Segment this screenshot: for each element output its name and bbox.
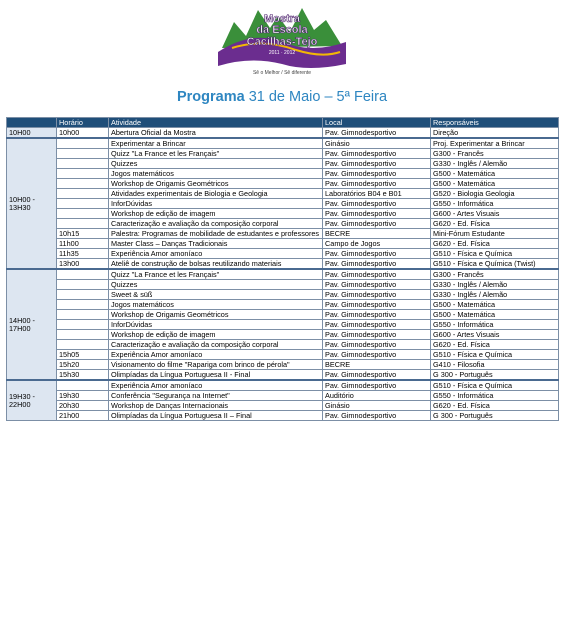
time-cell bbox=[57, 219, 109, 229]
time-cell bbox=[57, 179, 109, 189]
place-cell: Pav. Gimnodesportivo bbox=[323, 259, 431, 270]
place-cell: Pav. Gimnodesportivo bbox=[323, 219, 431, 229]
time-cell bbox=[57, 149, 109, 159]
title-bold: Programa bbox=[176, 89, 245, 105]
time-slot-cell: 10H00 - 13H30 bbox=[7, 138, 57, 269]
responsible-cell: G500 - Matemática bbox=[431, 169, 559, 179]
activity-cell: Quizzes bbox=[109, 280, 323, 290]
place-cell: Pav. Gimnodesportivo bbox=[323, 310, 431, 320]
header-activity: Atividade bbox=[109, 118, 323, 128]
schedule-body bbox=[7, 128, 559, 421]
activity-cell: Abertura Oficial da Mostra bbox=[109, 128, 323, 139]
time-cell: 15h20 bbox=[57, 360, 109, 370]
activity-cell: Experiência Amor amoníaco bbox=[109, 249, 323, 259]
activity-cell: Workshop de edição de imagem bbox=[109, 330, 323, 340]
responsible-cell: G330 - Inglês / Alemão bbox=[431, 290, 559, 300]
place-cell: Ginásio bbox=[323, 401, 431, 411]
schedule-table bbox=[6, 117, 559, 421]
page-title bbox=[0, 89, 564, 105]
responsible-cell: Mini-Fórum Estudante bbox=[431, 229, 559, 239]
activity-cell: Ateliê de construção de bolsas reutilizando materiais bbox=[109, 259, 323, 270]
time-cell bbox=[57, 138, 109, 149]
table-row bbox=[7, 370, 559, 381]
responsible-cell: G600 - Artes Visuais bbox=[431, 330, 559, 340]
table-row bbox=[7, 401, 559, 411]
responsible-cell: G 300 - Português bbox=[431, 370, 559, 381]
header-responsible: Responsáveis bbox=[431, 118, 559, 128]
responsible-cell: G300 - Francês bbox=[431, 269, 559, 280]
table-row bbox=[7, 350, 559, 360]
responsible-cell: G500 - Matemática bbox=[431, 179, 559, 189]
place-cell: Pav. Gimnodesportivo bbox=[323, 290, 431, 300]
activity-cell: Atividades experimentais de Biologia e Geologia bbox=[109, 189, 323, 199]
place-cell: Pav. Gimnodesportivo bbox=[323, 320, 431, 330]
place-cell: Pav. Gimnodesportivo bbox=[323, 380, 431, 391]
place-cell: Auditório bbox=[323, 391, 431, 401]
place-cell: Pav. Gimnodesportivo bbox=[323, 209, 431, 219]
activity-cell: Workshop de Danças Internacionais bbox=[109, 401, 323, 411]
time-cell bbox=[57, 269, 109, 280]
time-cell bbox=[57, 280, 109, 290]
responsible-cell: G330 - Inglês / Alemão bbox=[431, 159, 559, 169]
responsible-cell: G510 - Física e Química bbox=[431, 380, 559, 391]
activity-cell: InforDúvidas bbox=[109, 199, 323, 209]
time-slot-cell: 14H00 - 17H00 bbox=[7, 269, 57, 380]
table-row bbox=[7, 128, 559, 139]
place-cell: Pav. Gimnodesportivo bbox=[323, 300, 431, 310]
responsible-cell: G620 - Ed. Física bbox=[431, 239, 559, 249]
header-slot bbox=[7, 118, 57, 128]
time-cell: 19h30 bbox=[57, 391, 109, 401]
logo-line3: Cacilhas-Tejo bbox=[246, 36, 318, 48]
responsible-cell: G520 - Biologia Geologia bbox=[431, 189, 559, 199]
time-cell: 11h35 bbox=[57, 249, 109, 259]
activity-cell: Jogos matemáticos bbox=[109, 300, 323, 310]
time-cell bbox=[57, 189, 109, 199]
activity-cell: Workshop de edição de imagem bbox=[109, 209, 323, 219]
table-row bbox=[7, 290, 559, 300]
table-row bbox=[7, 189, 559, 199]
table-row bbox=[7, 169, 559, 179]
table-row bbox=[7, 269, 559, 280]
responsible-cell: G410 - Filosofia bbox=[431, 360, 559, 370]
header-place: Local bbox=[323, 118, 431, 128]
time-cell: 20h30 bbox=[57, 401, 109, 411]
table-row bbox=[7, 219, 559, 229]
place-cell: Pav. Gimnodesportivo bbox=[323, 169, 431, 179]
responsible-cell: Direção bbox=[431, 128, 559, 139]
table-row bbox=[7, 310, 559, 320]
header-time: Horário bbox=[57, 118, 109, 128]
table-row bbox=[7, 209, 559, 219]
table-row bbox=[7, 199, 559, 209]
activity-cell: Jogos matemáticos bbox=[109, 169, 323, 179]
place-cell: Pav. Gimnodesportivo bbox=[323, 280, 431, 290]
title-date: 31 de Maio – 5ª Feira bbox=[248, 89, 388, 105]
table-header-row bbox=[7, 118, 559, 128]
activity-cell: Experiência Amor amoníaco bbox=[109, 350, 323, 360]
activity-cell: Conferência "Segurança na Internet" bbox=[109, 391, 323, 401]
time-cell bbox=[57, 380, 109, 391]
responsible-cell: G600 - Artes Visuais bbox=[431, 209, 559, 219]
time-cell bbox=[57, 169, 109, 179]
table-row bbox=[7, 320, 559, 330]
activity-cell: Caracterização e avaliação da composição corporal bbox=[109, 340, 323, 350]
table-row bbox=[7, 330, 559, 340]
responsible-cell: Proj. Experimentar a Brincar bbox=[431, 138, 559, 149]
place-cell: Pav. Gimnodesportivo bbox=[323, 350, 431, 360]
activity-cell: Workshop de Origamis Geométricos bbox=[109, 179, 323, 189]
time-cell bbox=[57, 320, 109, 330]
responsible-cell: G510 - Física e Química (Twist) bbox=[431, 259, 559, 270]
responsible-cell: G510 - Física e Química bbox=[431, 350, 559, 360]
time-cell bbox=[57, 159, 109, 169]
time-cell bbox=[57, 290, 109, 300]
mostra-logo bbox=[212, 2, 352, 76]
place-cell: Pav. Gimnodesportivo bbox=[323, 249, 431, 259]
responsible-cell: G300 - Francês bbox=[431, 149, 559, 159]
time-cell: 10h00 bbox=[57, 128, 109, 139]
place-cell: Campo de Jogos bbox=[323, 239, 431, 249]
time-cell bbox=[57, 199, 109, 209]
table-row bbox=[7, 138, 559, 149]
responsible-cell: G330 - Inglês / Alemão bbox=[431, 280, 559, 290]
responsible-cell: G550 - Informática bbox=[431, 391, 559, 401]
table-row bbox=[7, 259, 559, 270]
place-cell: Pav. Gimnodesportivo bbox=[323, 330, 431, 340]
place-cell: Pav. Gimnodesportivo bbox=[323, 149, 431, 159]
activity-cell: InforDúvidas bbox=[109, 320, 323, 330]
time-cell bbox=[57, 330, 109, 340]
logo-line2: da Escola bbox=[256, 24, 308, 36]
logo-line1: Mostra bbox=[263, 13, 301, 25]
logo-years: 2011 · 2012 bbox=[268, 50, 296, 56]
place-cell: BECRE bbox=[323, 360, 431, 370]
time-slot-cell: 19H30 - 22H00 bbox=[7, 380, 57, 421]
table-row bbox=[7, 239, 559, 249]
time-cell bbox=[57, 209, 109, 219]
activity-cell: Caracterização e avaliação da composição corporal bbox=[109, 219, 323, 229]
table-row bbox=[7, 159, 559, 169]
place-cell: Pav. Gimnodesportivo bbox=[323, 128, 431, 139]
time-cell bbox=[57, 310, 109, 320]
table-row bbox=[7, 391, 559, 401]
place-cell: Laboratórios B04 e B01 bbox=[323, 189, 431, 199]
place-cell: BECRE bbox=[323, 229, 431, 239]
table-row bbox=[7, 280, 559, 290]
place-cell: Pav. Gimnodesportivo bbox=[323, 199, 431, 209]
logo-tagline: Sê o Melhor / Sê diferente bbox=[252, 70, 312, 76]
responsible-cell: G620 - Ed. Física bbox=[431, 340, 559, 350]
place-cell: Pav. Gimnodesportivo bbox=[323, 340, 431, 350]
activity-cell: Master Class – Danças Tradicionais bbox=[109, 239, 323, 249]
activity-cell: Quizzes bbox=[109, 159, 323, 169]
place-cell: Pav. Gimnodesportivo bbox=[323, 179, 431, 189]
table-row bbox=[7, 360, 559, 370]
table-row bbox=[7, 411, 559, 421]
activity-cell: Experimentar a Brincar bbox=[109, 138, 323, 149]
responsible-cell: G620 - Ed. Física bbox=[431, 219, 559, 229]
activity-cell: Visionamento do filme "Rapariga com brinco de pérola" bbox=[109, 360, 323, 370]
table-row bbox=[7, 380, 559, 391]
time-cell: 21h00 bbox=[57, 411, 109, 421]
table-row bbox=[7, 149, 559, 159]
responsible-cell: G550 - Informática bbox=[431, 320, 559, 330]
place-cell: Pav. Gimnodesportivo bbox=[323, 159, 431, 169]
time-cell bbox=[57, 300, 109, 310]
place-cell: Ginásio bbox=[323, 138, 431, 149]
responsible-cell: G500 - Matemática bbox=[431, 310, 559, 320]
activity-cell: Palestra: Programas de mobilidade de estudantes e professores bbox=[109, 229, 323, 239]
responsible-cell: G620 - Ed. Física bbox=[431, 401, 559, 411]
time-cell: 15h05 bbox=[57, 350, 109, 360]
table-row bbox=[7, 300, 559, 310]
activity-cell: Quizz "La France et les Français" bbox=[109, 269, 323, 280]
activity-cell: Experiência Amor amoníaco bbox=[109, 380, 323, 391]
place-cell: Pav. Gimnodesportivo bbox=[323, 269, 431, 280]
time-cell: 10h15 bbox=[57, 229, 109, 239]
responsible-cell: G550 - Informática bbox=[431, 199, 559, 209]
place-cell: Pav. Gimnodesportivo bbox=[323, 370, 431, 381]
activity-cell: Sweet & süß bbox=[109, 290, 323, 300]
activity-cell: Workshop de Origamis Geométricos bbox=[109, 310, 323, 320]
time-cell: 11h00 bbox=[57, 239, 109, 249]
responsible-cell: G510 - Física e Química bbox=[431, 249, 559, 259]
table-row bbox=[7, 229, 559, 239]
activity-cell: Quizz "La France et les Français" bbox=[109, 149, 323, 159]
responsible-cell: G 300 - Português bbox=[431, 411, 559, 421]
time-cell bbox=[57, 340, 109, 350]
activity-cell: Olimpíadas da Língua Portuguesa II – Final bbox=[109, 411, 323, 421]
table-row bbox=[7, 179, 559, 189]
time-cell: 15h30 bbox=[57, 370, 109, 381]
activity-cell: Olimpíadas da Língua Portuguesa II - Final bbox=[109, 370, 323, 381]
time-slot-cell: 10H00 bbox=[7, 128, 57, 139]
responsible-cell: G500 - Matemática bbox=[431, 300, 559, 310]
place-cell: Pav. Gimnodesportivo bbox=[323, 411, 431, 421]
table-row bbox=[7, 340, 559, 350]
table-row bbox=[7, 249, 559, 259]
time-cell: 13h00 bbox=[57, 259, 109, 270]
